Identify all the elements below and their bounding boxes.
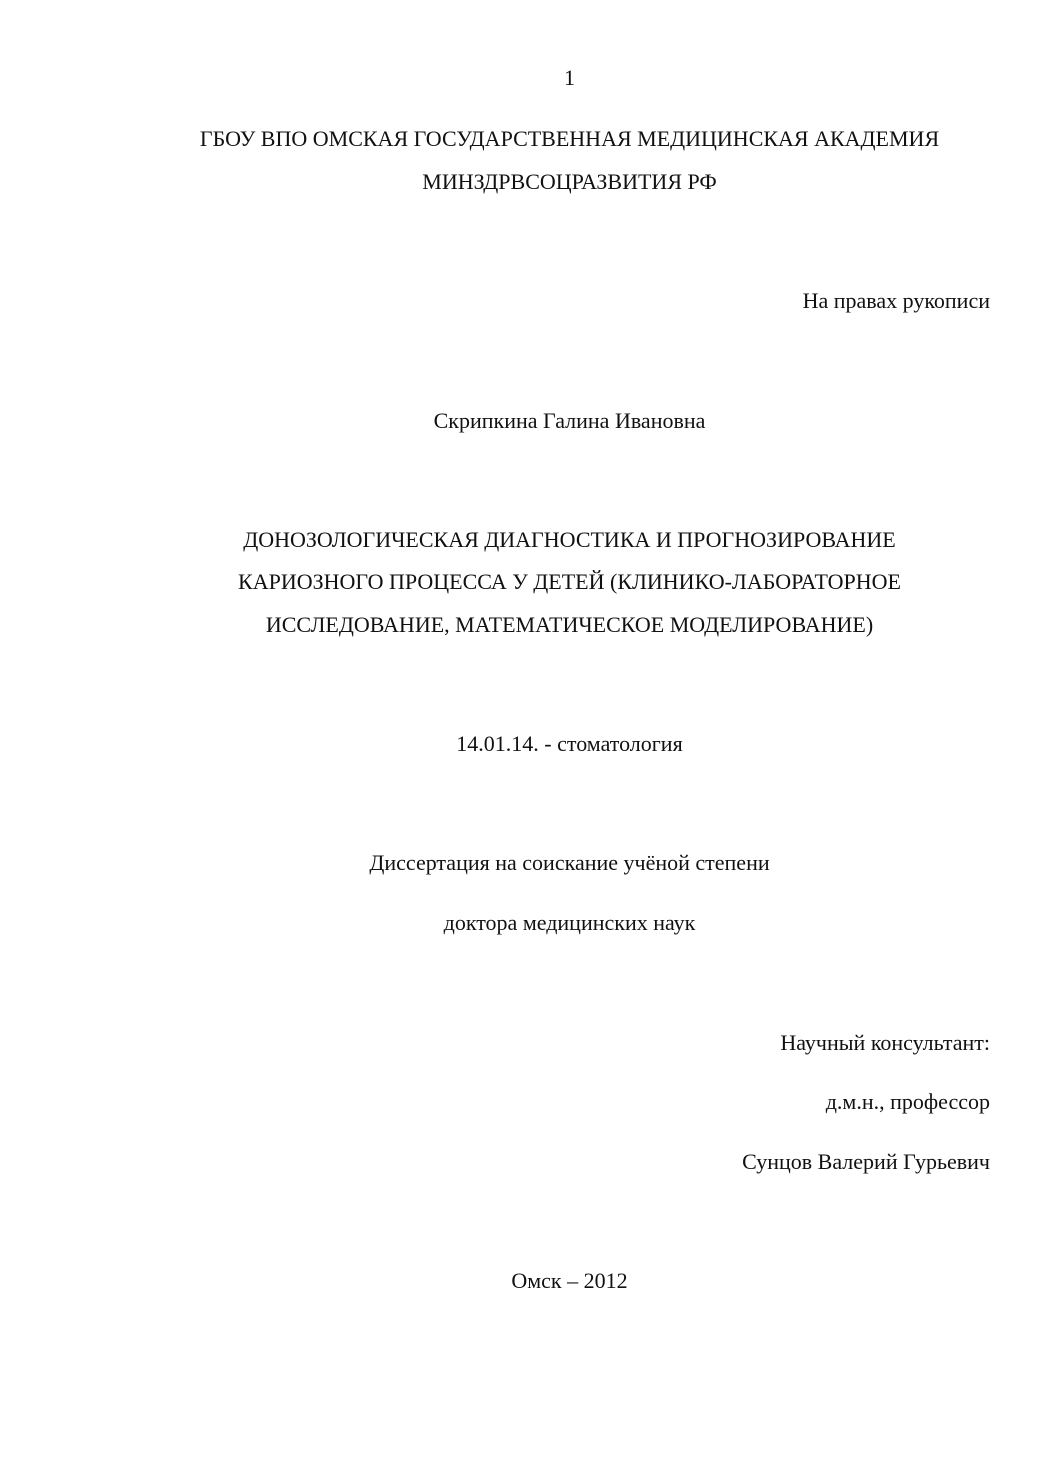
dissertation-title-line-3: ИССЛЕДОВАНИЕ, МАТЕМАТИЧЕСКОЕ МОДЕЛИРОВАНИЕ) [265, 612, 874, 637]
author-name: Скрипкина Галина Ивановна [433, 408, 706, 433]
dissertation-title-line-1: ДОНОЗОЛОГИЧЕСКАЯ ДИАГНОСТИКА И ПРОГНОЗИРОВАНИЕ [243, 527, 896, 552]
institution-line-2: МИНЗДРВСОЦРАЗВИТИЯ РФ [422, 169, 717, 194]
institution-line-1: ГБОУ ВПО ОМСКАЯ ГОСУДАРСТВЕННАЯ МЕДИЦИНСКАЯ АКАДЕМИЯ [199, 126, 940, 151]
manuscript-note: На правах рукописи [802, 288, 990, 313]
page-number: 1 [564, 65, 575, 90]
degree-statement-line-1: Диссертация на соискание учёной степени [369, 850, 770, 875]
degree-statement-line-2: доктора медицинских наук [443, 910, 696, 935]
city-year: Омск – 2012 [511, 1268, 628, 1293]
consultant-label: Научный консультант: [780, 1030, 990, 1055]
consultant-degree: д.м.н., профессор [825, 1089, 990, 1114]
consultant-name: Сунцов Валерий Гурьевич [742, 1149, 990, 1174]
dissertation-title-line-2: КАРИОЗНОГО ПРОЦЕССА У ДЕТЕЙ (КЛИНИКО-ЛАБОРАТОРНОЕ [238, 569, 901, 594]
specialty: 14.01.14. - стоматология [456, 731, 683, 756]
